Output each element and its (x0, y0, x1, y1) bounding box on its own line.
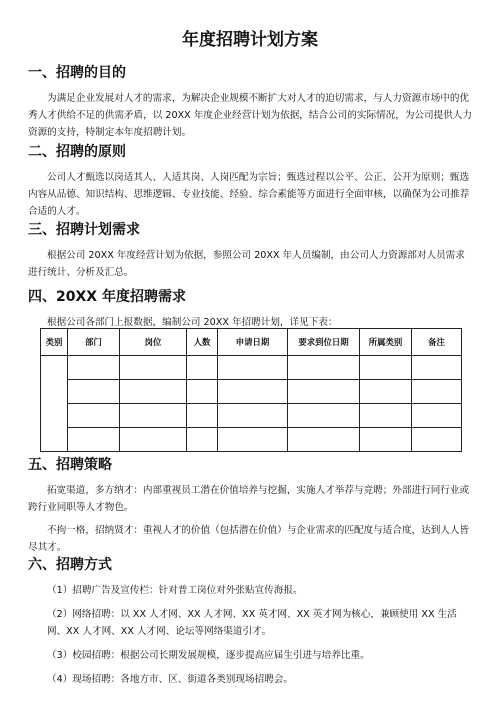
recruitment-table (40, 328, 462, 452)
table-header-cell: 备注 (412, 329, 462, 356)
section-text-annual: 根据公司各部门上报数据，编制公司 20XX 年招聘计划，详见下表： (47, 317, 338, 328)
table-cell (288, 380, 360, 404)
table-cell (288, 404, 360, 428)
table-row (41, 428, 462, 452)
table-cell (218, 428, 288, 452)
list-item: （1）招聘广告及宣传栏：针对普工岗位对外张贴宣传海报。 (47, 585, 303, 596)
table-cell (120, 404, 187, 428)
section-heading-needs: 三、招聘计划需求 (28, 222, 140, 238)
section-text-needs: 根据公司 20XX 年度经营计划为依据，参照公司 20XX 年人员编制，由公司人力资源部对人员需求进行统计、分析及汇总。 (28, 250, 465, 278)
section-heading-strategy: 五、招聘策略 (28, 457, 112, 473)
table-cell (187, 404, 218, 428)
table-cell (68, 404, 120, 428)
table-cell (412, 428, 462, 452)
table-cell (187, 356, 218, 380)
table-cell (68, 356, 120, 380)
table-header-cell: 要求到位日期 (288, 329, 360, 356)
table-cell (218, 380, 288, 404)
table-header-cell: 申请日期 (218, 329, 288, 356)
table-header-cell: 所属类别 (360, 329, 412, 356)
table-cell (412, 356, 462, 380)
table-cell (360, 380, 412, 404)
table-cell (360, 428, 412, 452)
table-cell (218, 356, 288, 380)
table-cell (187, 380, 218, 404)
table-row (41, 404, 462, 428)
section-heading-purpose: 一、招聘的目的 (28, 65, 126, 81)
section-strategy (28, 456, 472, 556)
table-cell (360, 404, 412, 428)
list-item: （4）现场招聘：各地方市、区、街道各类别现场招聘会。 (47, 674, 293, 685)
section-text-principles: 公司人才甄选以岗适其人、人适其岗、人岗匹配为宗旨；甄选过程以公平、公正、公开为原则；甄选内容从品德、知识结构、思维逻辑、专业技能、经验、综合素能等方面进行全面审核，以确保为公司推荐合适的人才。 (28, 172, 470, 217)
section-paragraph: 拓宽渠道，多方纳才：内部重视员工潜在价值培养与挖掘，实施人才举荐与竞聘；外部进行同行业或跨行业同职等人才物色。 (28, 485, 470, 513)
table-cell (218, 404, 288, 428)
table-cell (412, 404, 462, 428)
list-item: （2）网络招聘：以 XX 人才网、XX 人才网、XX 英才网、XX 英才网为核心，兼顾使用 XX 生活网、XX 人才网、XX 人才网、论坛等网络渠道引才。 (47, 609, 457, 637)
section-principles (28, 143, 472, 220)
table-cell (187, 428, 218, 452)
table-cell (68, 380, 120, 404)
section-annual (28, 288, 472, 331)
section-purpose (28, 64, 472, 141)
table-row (41, 356, 462, 380)
table-cell (41, 356, 68, 452)
section-heading-methods: 六、招聘方式 (28, 557, 112, 573)
table-cell (288, 356, 360, 380)
table-header-cell: 类别 (41, 329, 68, 356)
section-paragraph: 不拘一格，招纳贤才：重视人才的价值（包括潜在价值）与企业需求的匹配度与适合度，达到人人皆尽其才。 (28, 525, 470, 553)
table-cell (120, 356, 187, 380)
table-cell (120, 380, 187, 404)
table-cell (412, 380, 462, 404)
section-heading-annual: 四、20XX 年度招聘需求 (28, 289, 186, 305)
table-header-row (41, 329, 462, 356)
document-title: 年度招聘计划方案 (182, 30, 318, 50)
table-cell (68, 428, 120, 452)
section-text-purpose: 为满足企业发展对人才的需求，为解决企业规模不断扩大对人才的迫切需求，与人力资源市场中的优秀人才供给不足的供需矛盾，以 20XX 年度企业经营计划为依据，结合公司的实际情况，为公司提供人力资源的支持，特制定本年度招聘计划。 (28, 93, 472, 138)
list-item: （3）校园招聘：根据公司长期发展规模，逐步提高应届生引进与培养比重。 (47, 650, 370, 661)
section-heading-principles: 二、招聘的原则 (28, 144, 126, 160)
table-header-cell: 部门 (68, 329, 120, 356)
table-row (41, 380, 462, 404)
table-header-cell: 人数 (187, 329, 218, 356)
section-needs (28, 221, 472, 281)
table-cell (120, 428, 187, 452)
table-cell (360, 356, 412, 380)
section-methods (28, 556, 472, 695)
table-header-cell: 岗位 (120, 329, 187, 356)
table-cell (288, 428, 360, 452)
